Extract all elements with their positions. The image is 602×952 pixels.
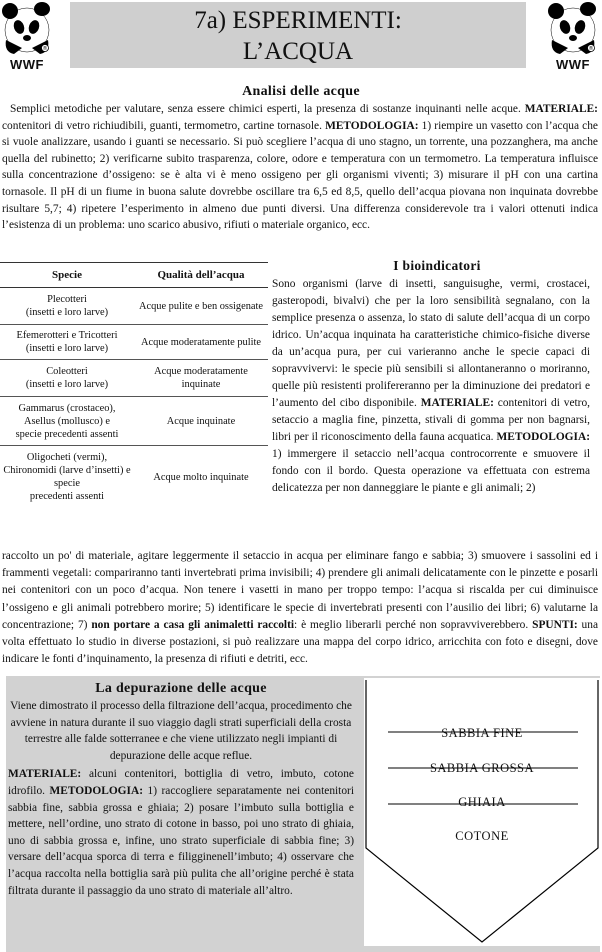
bioindicatori-spunti-text: una volta effettuato lo studio in diverse postazioni, si può realizzare una mappa del corpo idrico, arricchita con foto e disegni, dove indicare le fonti d’inquinamento, la presenza di rifiuti e detriti, ecc.	[2, 618, 599, 666]
wwf-logo-left	[0, 0, 54, 76]
bioindicatori-body	[272, 276, 590, 497]
species-note: (insetti e loro larve)	[25, 379, 109, 390]
species-note: (insetti e loro larve)	[25, 307, 109, 318]
water-quality: Acque moderatamente pulite	[140, 336, 262, 348]
water-quality: Acque inquinate	[166, 415, 236, 427]
table-header-quality: Qualità dell’acqua	[134, 263, 268, 288]
water-quality: Acque pulite e ben ossigenate	[138, 300, 264, 312]
layer-sabbia-fine: SABBIA FINE	[441, 726, 523, 740]
bioindicatori-metodologia-text: 1) immergere il setaccio nell’acqua controcorrente e smuovere il fondo con il bordo. Questa operazione va effettuata con estrema delicatezza per non danneggiare le piante e gli animali; 2)	[272, 448, 590, 494]
bioindicatori-continued-text: raccolto un po' di materiale, agitare leggermente il setaccio in acqua per eliminare fango e sabbia; 3) smuovere i sassolini ed i frammenti vegetali: compariranno tanti invertebrati prima invisibili; 4) prendere gli animali delicatamente con le pinzette e posarli nei contenitori con un poco d’acqua. Non tenere i vasetti in mano per troppo tempo: l’acqua si riscalda per cui diminuisce l’ossigeno e gli animali potrebbero morire; 5) identificare le specie di invertebrati presenti con l’ausilio dei libri; 6) valutarne la concentrazione; 7)	[2, 550, 598, 631]
table-row	[0, 288, 268, 325]
analisi-metodologia-label: METODOLOGIA:	[325, 119, 419, 132]
filter-funnel-diagram	[364, 678, 600, 946]
layer-sabbia-grossa: SABBIA GROSSA	[429, 761, 535, 775]
species-name: Coleotteri	[46, 366, 88, 377]
species-note: precedenti assenti	[29, 491, 105, 502]
depurazione-intro: Viene dimostrato il processo della filtrazione dell’acqua, procedimento che avviene in natura durante il suo viaggio dagli strati superficiali della crosta terrestre alle falde sotterranee e che viene utilizzato negli impianti di depurazione delle acque reflue.	[10, 700, 352, 762]
water-quality: Acque molto inquinate	[153, 471, 249, 483]
analisi-materiale-text: contenitori di vetro richiudibili, guanti, termometro, cartine tornasole.	[2, 119, 326, 132]
wwf-logo-text: WWF	[556, 57, 590, 72]
wwf-logo-right	[546, 0, 600, 76]
species-note: (insetti e loro larve)	[25, 343, 109, 354]
analisi-metodologia-text: 1) riempire un vasetto con l’acqua che si vuole analizzare, usando i guanti se necessario. Si può scegliere l’acqua di uno stagno, un torrente, una pozzanghera, ma anche quella del rubinetto; 2) verificarne subito trasparenza, colore, odore e temperatura con un termometro. La temperatura influisce sulla concentrazione d’ossigeno: se è alta vi è meno ossigeno per gli organismi viventi; 3) misurare il pH con una cartina tornasole. Il pH di un fiume in buona salute dovrebbe oscillare tra 6,5 ed 8,5, quello dell’acqua piovana non inquinata dovrebbe risultare 5,7; 4) ripetere l’esperimento in almeno due punti diversi. Una differenza considerevole tra i valori ottenuti indica l’esistenza di un problema: uno scarico abusivo, rifiuti o materiale organico, ecc.	[2, 119, 598, 232]
svg-text:®: ®	[588, 46, 594, 52]
water-quality: Acque moderatamente inquinate	[154, 366, 248, 390]
table-row	[0, 397, 268, 446]
page-title-line2: L’ACQUA	[242, 38, 354, 65]
analisi-body	[2, 101, 598, 234]
depurazione-title: La depurazione delle acque	[95, 681, 267, 696]
bioindicatori-metodologia-label: METODOLOGIA:	[496, 431, 590, 443]
title-banner	[70, 2, 526, 68]
bioindicatori-warning: non portare a casa gli animaletti raccolti	[91, 618, 295, 631]
species-name: Efemerotteri e Tricotteri	[16, 330, 118, 341]
table-header-species: Specie	[0, 263, 134, 288]
panda-icon	[546, 0, 600, 56]
bioindicatori-materiale-label: MATERIALE:	[420, 397, 494, 409]
bioindicatori-continued-text-2: : è meglio liberarli perché non sopravviverebbero.	[294, 618, 533, 631]
bioindicatori-intro: Sono organismi (larve di insetti, sanguisughe, vermi, crostacei, gasteropodi, bivalvi) che per la loro sensibilità segnalano, con la semplice presenza o assenza, lo stato di salute dell’acqua di un corpo idrico. Un’acqua inquinata ha caratteristiche chimico-fisiche diverse da un’acqua pura, per cui varieranno anche le specie capaci di sopravvivervi: le specie più sensibili si allontaneranno o moriranno, quelle più resistenti prolifereranno per la diminuzione dei predatori e l’aumento del cibo disponibile.	[272, 278, 590, 409]
bioindicator-table	[0, 262, 268, 508]
table-row	[0, 360, 268, 397]
table-header-row	[0, 263, 268, 288]
funnel-outline	[364, 678, 600, 946]
bioindicatori-title: I bioindicatori	[393, 258, 481, 273]
svg-text:®: ®	[42, 46, 48, 52]
species-name: Oligocheti (vermi), Chironomidi (larve d’insetti) e specie	[3, 452, 131, 489]
analisi-materiale-label: MATERIALE:	[524, 103, 598, 115]
bioindicatori-spunti-label: SPUNTI:	[532, 618, 578, 631]
depurazione-body	[8, 766, 354, 899]
species-name: Gammarus (crostaceo), Asellus (mollusco) e	[18, 402, 116, 427]
depurazione-metodologia-label: METODOLOGIA:	[49, 784, 143, 797]
table-row	[0, 446, 268, 509]
depurazione-materiale-label: MATERIALE:	[8, 768, 82, 781]
panda-icon	[0, 0, 54, 56]
depurazione-materiale-text: alcuni contenitori, bottiglia di vetro, imbuto, cotone idrofilo.	[8, 768, 354, 797]
bioindicatori-materiale-text: contenitori di vetro, setaccio a maglia fine, pinzetta, stivali di gomma per non bagnarsi, libri per il riconoscimento della fauna acquatica.	[272, 397, 590, 443]
analisi-intro: Semplici metodiche per valutare, senza essere chimici esperti, la presenza di sostanze inquinanti nelle acque.	[10, 103, 521, 115]
analisi-title: Analisi delle acque	[242, 84, 360, 99]
page-header	[0, 0, 602, 76]
bioindicatori-continued	[2, 548, 598, 668]
layer-ghiaia: GHIAIA	[458, 795, 506, 809]
layer-cotone: COTONE	[455, 829, 509, 843]
table-row	[0, 325, 268, 360]
page-title-line1: 7a) ESPERIMENTI:	[194, 7, 402, 34]
species-note: specie precedenti assenti	[15, 428, 119, 440]
depurazione-metodologia-text: 1) raccogliere separatamente nei contenitori sabbia fine, sabbia grossa e ghiaia; 2) posare l’imbuto sulla bottiglia e mettere, nell’ordine, uno strato di cotone in basso, poi uno strato di ghiaia, uno di sabbia grossa e, infine, uno strato superficiale di sabbia fine; 3) versare dell’acqua sporca di terra e filigginenell’imbuto; 4) osservare che l’acqua raccolta nella bottiglia sarà più pulita che all’origine perché è stata filtrata durante il passaggio da uno strato di materiale all’altro.	[8, 784, 354, 897]
wwf-logo-text: WWF	[10, 57, 44, 72]
depurazione-text-block	[8, 680, 354, 899]
species-name: Plecotteri	[47, 294, 87, 305]
